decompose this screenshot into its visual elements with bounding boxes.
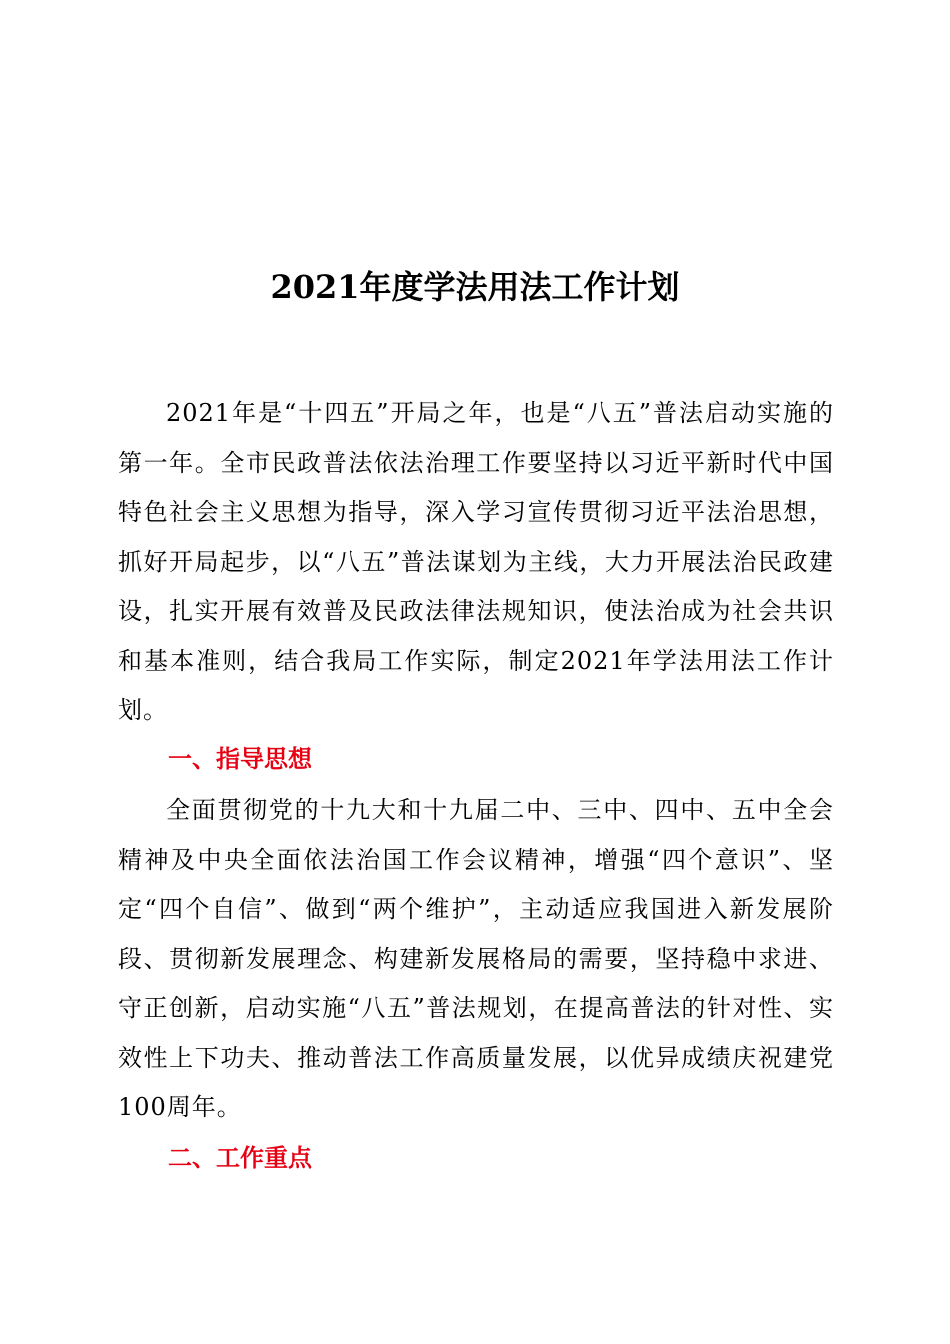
section-heading-guiding-ideology: 一、指导思想 xyxy=(168,745,312,773)
section-heading-work-focus: 二、工作重点 xyxy=(168,1144,312,1172)
section-body-guiding-ideology: 全面贯彻党的十九大和十九届二中、三中、四中、五中全会精神及中央全面依法治国工作会议精神，增强“四个意识”、坚定“四个自信”、做到“两个维护”，主动适应我国进入新发展阶段、贯彻新发展理念、构建新发展格局的需要，坚持稳中求进、守正创新，启动实施“八五”普法规划，在提高普法的针对性、实效性上下功夫、推动普法工作高质量发展，以优异成绩庆祝建党100周年。 xyxy=(118,796,834,1121)
intro-paragraph: 2021年是“十四五”开局之年，也是“八五”普法启动实施的第一年。全市民政普法依法治理工作要坚持以习近平新时代中国特色社会主义思想为指导，深入学习宣传贯彻习近平法治思想，抓好开局起步，以“八五”普法谋划为主线，大力开展法治民政建设，扎实开展有效普及民政法律法规知识，使法治成为社会共识和基本准则，结合我局工作实际，制定2021年学法用法工作计划。 xyxy=(118,399,834,724)
document-title: 2021年度学法用法工作计划 xyxy=(270,268,680,306)
